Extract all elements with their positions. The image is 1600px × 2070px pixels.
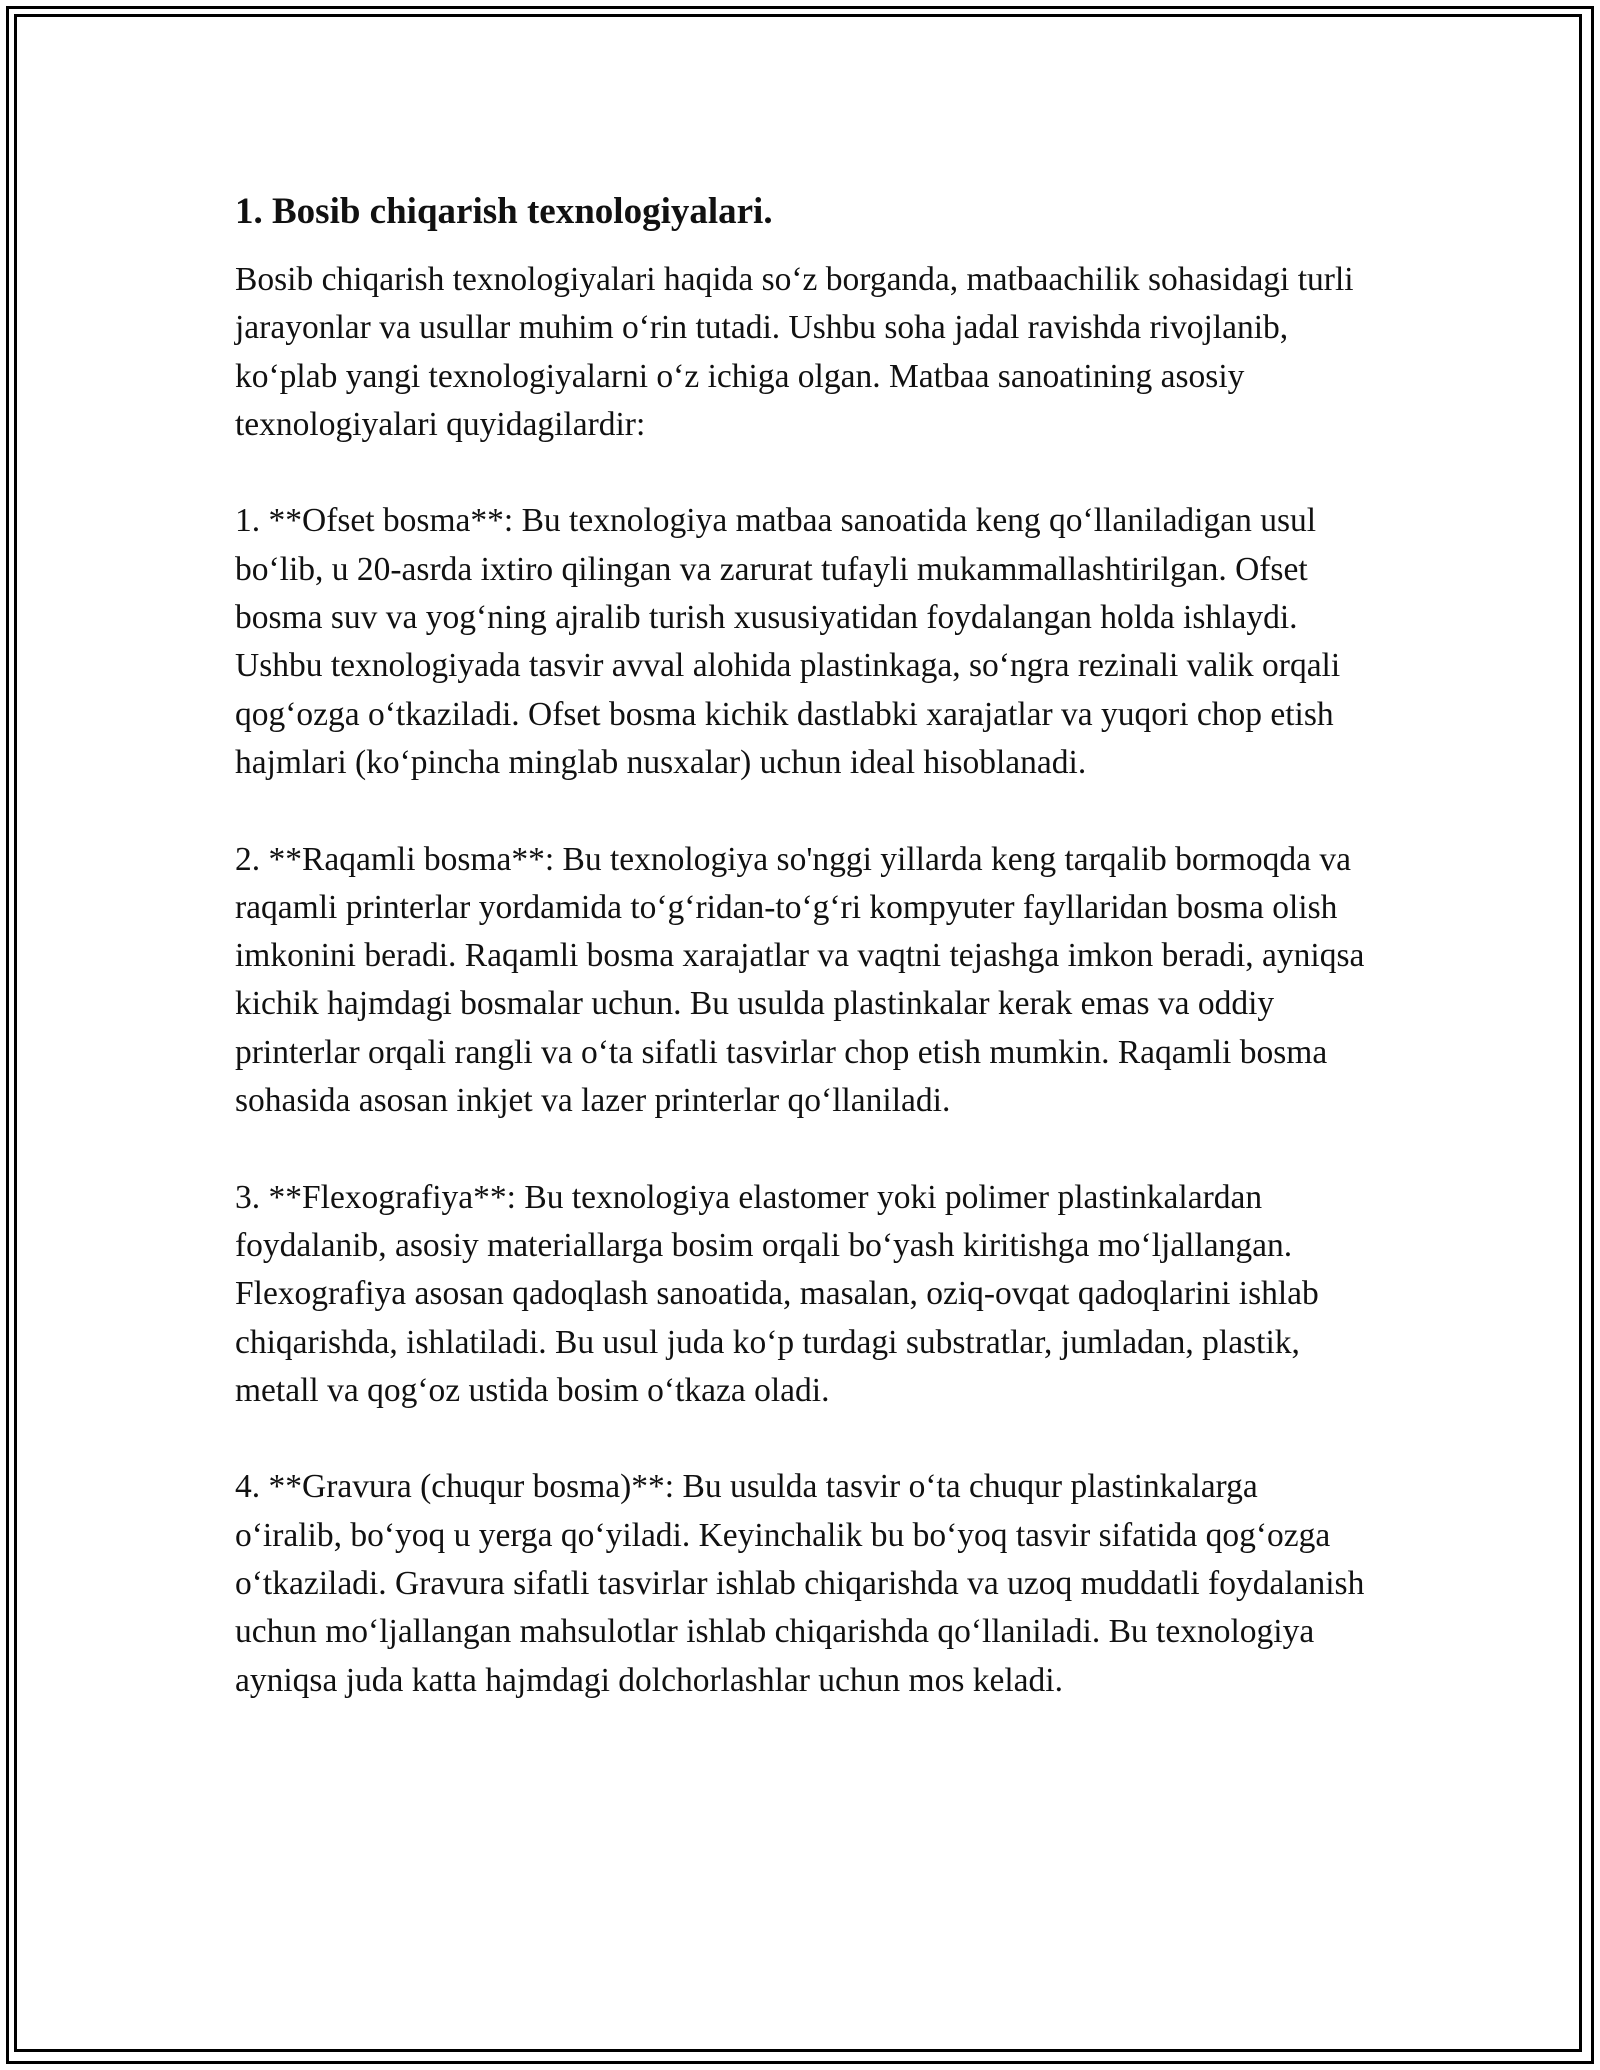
paragraph-ofset-bosma: 1. **Ofset bosma**: Bu texnologiya matbaa sanoatida keng qo‘llaniladigan usul bo‘lib, u 20-asrda ixtiro qilingan va zarurat tufayli mukammallashtirilgan. Ofset bosma suv va yog‘ning ajralib turish xususiyatidan foydalangan holda ishlaydi. Ushbu texnologiyada tasvir avval alohida plastinkaga, so‘ngra rezinali valik orqali qog‘ozga o‘tkaziladi. Ofset bosma kichik dastlabki xarajatlar va yuqori chop etish hajmlari (ko‘pincha minglab nusxalar) uchun ideal hisoblanadi. [235,502,1341,781]
paragraph-raqamli-bosma: 2. **Raqamli bosma**: Bu texnologiya so'nggi yillarda keng tarqalib bormoqda va raqamli printerlar yordamida to‘g‘ridan-to‘g‘ri kompyuter fayllaridan bosma olish imkonini beradi. Raqamli bosma xarajatlar va vaqtni tejashga imkon beradi, ayniqsa kichik hajmdagi bosmalar uchun. Bu usulda plastinkalar kerak emas va oddiy printerlar orqali rangli va o‘ta sifatli tasvirlar chop etish mumkin. Raqamli bosma sohasida asosan inkjet va lazer printerlar qo‘llaniladi. [235,840,1365,1120]
paragraph-flexografiya: 3. **Flexografiya**: Bu texnologiya elastomer yoki polimer plastinkalardan foydalanib, asosiy materiallarga bosim orqali bo‘yash kiritishga mo‘ljallangan. Flexografiya asosan qadoqlash sanoatida, masalan, oziq-ovqat qadoqlarini ishlab chiqarishda, ishlatiladi. Bu usul juda ko‘p turdagi substratlar, jumladan, plastik, metall va qog‘oz ustida bosim o‘tkaza oladi. [235,1178,1319,1409]
section-heading: 1. Bosib chiqarish texnologiyalari. [235,191,773,232]
document-body [235,188,1365,1705]
paragraph-gravura: 4. **Gravura (chuqur bosma)**: Bu usulda tasvir o‘ta chuqur plastinkalarga o‘iralib, bo‘yoq u yerga qo‘yiladi. Keyinchalik bu bo‘yoq tasvir sifatida qog‘ozga o‘tkaziladi. Gravura sifatli tasvirlar ishlab chiqarishda va uzoq muddatli foydalanish uchun mo‘ljallangan mahsulotlar ishlab chiqarishda qo‘llaniladi. Bu texnologiya ayniqsa juda katta hajmdagi dolchorlashlar uchun mos keladi. [235,1468,1365,1699]
intro-paragraph: Bosib chiqarish texnologiyalari haqida so‘z borganda, matbaachilik sohasidagi turli jarayonlar va usullar muhim o‘rin tutadi. Ushbu soha jadal ravishda rivojlanib, ko‘plab yangi texnologiyalarni o‘z ichiga olgan. Matbaa sanoatining asosiy texnologiyalari quyidagilardir: [235,261,1354,443]
